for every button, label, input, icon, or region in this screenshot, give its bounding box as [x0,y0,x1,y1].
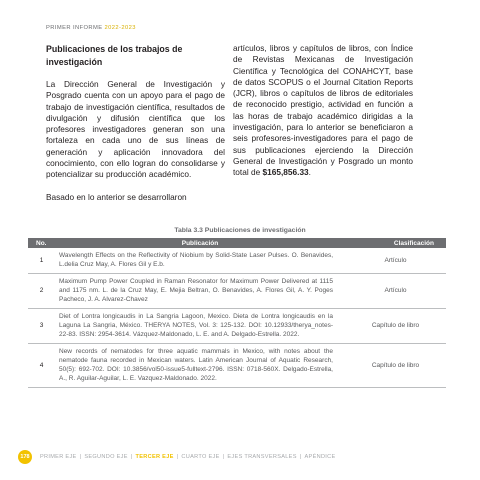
report-header [46,25,136,31]
nav-separator: | [222,454,225,460]
row-number: 2 [28,274,55,309]
right-paragraph [233,43,413,179]
row-number: 3 [28,309,55,344]
total-amount: $165,856.33 [262,167,309,178]
nav-item-tercer-eje[interactable]: TERCER EJE [135,454,174,460]
header-publication: Publicación [55,238,345,248]
nav-separator: | [130,454,133,460]
table-caption: Tabla 3.3 Publicaciones de investigación [174,227,306,234]
row-classification: Capítulo de libro [345,344,446,388]
page-footer [18,450,337,464]
nav-item-ejes-transversales[interactable]: EJES TRANSVERSALES [227,454,297,460]
row-classification: Artículo [345,248,446,274]
row-classification: Capítulo de libro [345,309,446,344]
section-heading: Publicaciones de los trabajos de investigación [46,44,183,67]
right-paragraph-end: . [308,167,311,178]
row-publication: Maximum Pump Power Coupled in Raman Resonator for Maximum Power Delivered at 1115 and 1175 nm. L. de la Cruz May, E. Mejia Beltran, O. Benavides, A. Flores Gil, A. Y. Poges Pacheco, J. A. Alvarez-Chavez [55,274,345,309]
page-number-badge: 178 [18,450,32,464]
header-classification: Clasificación [345,238,446,248]
nav-item-cuarto-eje[interactable]: CUARTO EJE [181,454,220,460]
left-paragraph-2: Basado en lo anterior se desarrollaron [46,191,187,202]
row-publication: New records of nematodes for three aquatic mammals in Mexico, with notes about the nematode fauna recorded in Mexican waters. Latin American Journal of Aquatic Research, 50(5): 692-702. DOI: 10.3856/vol50-issue5-fulltext-2796. ISSN: 0718-560X. Delgado-Estrella, A., R. Aguilar-Aguilar, L. E. Vazquez-Maldonado. 2022. [55,344,345,388]
left-paragraph-1: La Dirección General de Investigación y Posgrado cuenta con un apoyo para el pago de trabajo de investigación científica, resultados de divulgación y difusión científica que los profesores investigadores generan son una fortaleza en cada uno de sus líneas de generación y aplicación innovadora del conocimiento, con ello logran do consolidarse y potencializar su producción académico. [46,79,225,180]
nav-separator: | [299,454,302,460]
row-number: 1 [28,248,55,274]
table-row [28,344,446,388]
table-row [28,248,446,274]
nav-separator: | [176,454,179,460]
left-column [46,43,225,203]
right-column [233,43,413,179]
row-classification: Artículo [345,274,446,309]
table-header-row [28,238,446,248]
table-row [28,309,446,344]
section-nav [39,454,337,460]
nav-item-apendice[interactable]: APÉNDICE [304,454,336,460]
row-publication: Diet of Lontra longicaudis in La Sangria Lagoon, Mexico. Dieta de Lontra longicaudis en la Laguna La Sangria, México. THERYA NOTES, Vol. 3: 125-132. DOI: 10.12933/therya_notes-22-83. ISSN: 2954-3614. Vázquez-Maldonado, L. E. and A. Delgado-Estrella. 2022. [55,309,345,344]
header-no: No. [28,238,55,248]
nav-separator: | [79,454,82,460]
report-header-label: PRIMER INFORME [46,25,103,31]
nav-item-primer-eje[interactable]: PRIMER EJE [40,454,77,460]
row-number: 4 [28,344,55,388]
row-publication: Wavelength Effects on the Reflectivity of Niobium by Solid-State Laser Pulses. O. Benavides, L.delia Cruz May, A. Flores Gil y E.b. [55,248,345,274]
nav-item-segundo-eje[interactable]: SEGUNDO EJE [84,454,128,460]
table-row [28,274,446,309]
report-header-years: 2022-2023 [104,25,136,31]
right-paragraph-text: artículos, libros y capítulos de libros, con Índice de Revistas Mexicanas de Investigación Científica y Tecnológica del CONAHCYT, base de datos SCOPUS o el Journal Citation Reports (JCR), libros o capítulos de libros de editoriales de reconocido prestigio, actividad en función a las horas de trabajo académico dirigidas a la investigación, para lo anterior se beneficiaron a seis profesores-investigadores para el pago de sus publicaciones ejerciendo la Dirección General de Investigación y Posgrado un monto total de [233,43,413,178]
publications-table [28,238,446,388]
